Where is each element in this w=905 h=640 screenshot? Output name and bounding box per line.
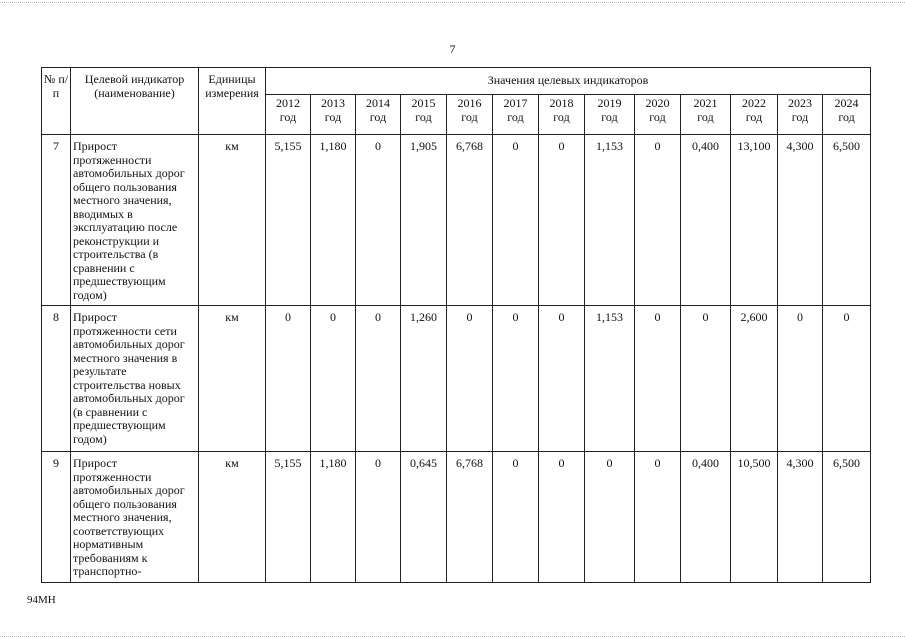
header-year-number: 2020	[645, 96, 670, 110]
row-indicator-name: Прирост протяженности сети автомобильных дорог местного значения в результате строительства новых автомобильных дорог (в сравнении с предшествующим годом)	[71, 306, 199, 452]
header-num: № п/п	[42, 68, 71, 135]
row-indicator-name: Прирост протяженности автомобильных дорог общего пользования местного значения, вводимых в эксплуатацию после реконструкции и строительства (в сравнении с предшествующим годом)	[71, 135, 199, 306]
row-value: 0	[539, 452, 585, 583]
header-year-2023	[778, 95, 823, 135]
row-value: 5,155	[266, 135, 311, 306]
header-year-number: 2023	[788, 96, 812, 110]
row-value: 6,500	[823, 452, 871, 583]
header-year-2017	[493, 95, 539, 135]
header-year-2012	[266, 95, 311, 135]
header-year-2016	[447, 95, 493, 135]
header-year-suffix: год	[507, 109, 524, 124]
row-value: 0	[539, 135, 585, 306]
header-year-number: 2012	[276, 96, 300, 110]
footer-code: 94МН	[27, 594, 56, 606]
row-value: 0	[635, 306, 681, 452]
row-value: 10,500	[731, 452, 778, 583]
row-value: 0	[493, 306, 539, 452]
row-indicator-name: Прирост протяженности автомобильных дорог общего пользования местного значения, соответствующих нормативным требованиям к транспортно-	[71, 452, 199, 583]
row-number: 8	[42, 306, 71, 452]
header-year-suffix: год	[279, 109, 297, 124]
table-row	[42, 306, 871, 452]
header-year-suffix: год	[369, 109, 387, 124]
row-value: 0	[823, 306, 871, 452]
row-value: 0	[585, 452, 635, 583]
row-value: 1,260	[401, 306, 447, 452]
row-value: 0	[778, 306, 823, 452]
row-value: 6,768	[447, 135, 493, 306]
header-year-suffix: год	[461, 109, 478, 124]
row-unit: км	[199, 306, 266, 452]
row-value: 0	[635, 135, 681, 306]
scan-edge-top	[0, 2, 905, 3]
row-value: 1,180	[311, 452, 356, 583]
row-value: 0	[356, 135, 401, 306]
header-year-number: 2024	[834, 96, 859, 110]
table-body	[42, 135, 871, 583]
header-year-suffix: год	[838, 109, 855, 124]
row-value: 4,300	[778, 135, 823, 306]
row-value: 6,768	[447, 452, 493, 583]
header-year-2021	[681, 95, 731, 135]
header-indicator: Целевой индикатор (наименование)	[71, 68, 199, 135]
table-row	[42, 452, 871, 583]
header-year-2018	[539, 95, 585, 135]
row-value: 0	[493, 452, 539, 583]
row-value: 0	[681, 306, 731, 452]
header-year-suffix: год	[601, 109, 618, 124]
row-value: 0	[311, 306, 356, 452]
header-year-suffix: год	[324, 109, 342, 124]
row-unit: км	[199, 135, 266, 306]
row-value: 6,500	[823, 135, 871, 306]
row-value: 0	[266, 306, 311, 452]
header-year-2015	[401, 95, 447, 135]
row-value: 0	[635, 452, 681, 583]
row-value: 4,300	[778, 452, 823, 583]
header-year-suffix: год	[553, 109, 570, 124]
row-unit: км	[199, 452, 266, 583]
page-number: 7	[449, 42, 456, 56]
row-value: 0	[356, 452, 401, 583]
row-value: 5,155	[266, 452, 311, 583]
header-year-2024	[823, 95, 871, 135]
row-value: 1,153	[585, 306, 635, 452]
header-values-group: Значения целевых индикаторов	[266, 68, 871, 95]
header-unit: Единицы измерения	[199, 68, 266, 135]
header-year-2022	[731, 95, 778, 135]
row-number: 7	[42, 135, 71, 306]
row-value: 0,400	[681, 452, 731, 583]
scan-edge-bottom	[0, 636, 905, 637]
row-value: 1,905	[401, 135, 447, 306]
row-value: 13,100	[731, 135, 778, 306]
header-year-suffix: год	[649, 109, 666, 124]
header-year-number: 2019	[597, 96, 622, 110]
header-year-suffix: год	[745, 109, 763, 124]
header-year-number: 2014	[366, 96, 390, 110]
table-row	[42, 135, 871, 306]
row-value: 0	[447, 306, 493, 452]
header-year-suffix: год	[415, 109, 432, 124]
indicators-table	[41, 67, 871, 583]
row-value: 2,600	[731, 306, 778, 452]
table-header-row-1	[42, 68, 871, 95]
header-year-number: 2016	[457, 96, 482, 110]
header-year-number: 2018	[549, 96, 574, 110]
header-year-number: 2022	[742, 96, 766, 110]
row-value: 1,153	[585, 135, 635, 306]
header-year-2013	[311, 95, 356, 135]
row-value: 0	[539, 306, 585, 452]
header-year-number: 2013	[321, 96, 345, 110]
row-value: 0	[493, 135, 539, 306]
header-year-number: 2015	[411, 96, 436, 110]
header-year-2020	[635, 95, 681, 135]
header-year-suffix: год	[697, 109, 714, 124]
row-value: 1,180	[311, 135, 356, 306]
header-year-2014	[356, 95, 401, 135]
header-year-2019	[585, 95, 635, 135]
header-year-number: 2017	[503, 96, 528, 110]
row-value: 0,400	[681, 135, 731, 306]
header-year-number: 2021	[693, 96, 718, 110]
row-value: 0,645	[401, 452, 447, 583]
header-year-suffix: год	[791, 109, 809, 124]
row-number: 9	[42, 452, 71, 583]
row-value: 0	[356, 306, 401, 452]
